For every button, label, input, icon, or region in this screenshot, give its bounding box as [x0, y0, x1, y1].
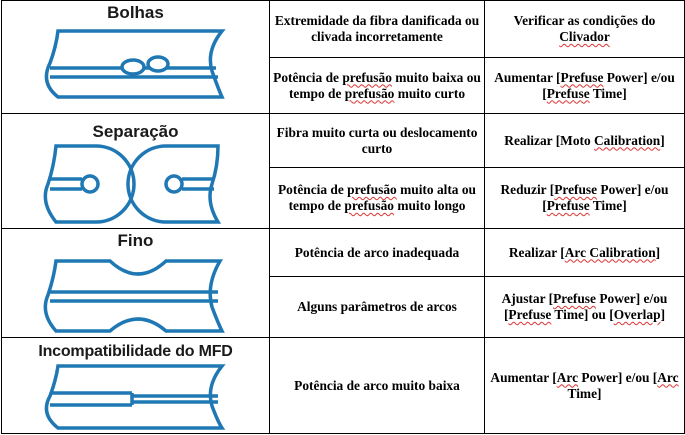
cause-text: Fibra muito curta ou deslocamento curto — [276, 124, 478, 156]
cause-cell — [270, 277, 485, 338]
solution-cell: Ajustar [Prefuse Power] e/ou [Prefuse Time] ou [Overlap] — [485, 277, 685, 338]
figure-title-bubbles: Bolhas — [107, 3, 164, 22]
cause-text: Extremidade da fibra danificada ou clivada incorretamente — [274, 13, 480, 44]
figure-cell-bubbles — [2, 1, 270, 114]
cause-cell — [270, 229, 485, 277]
cause-text: Potência de arco inadequada — [294, 244, 460, 260]
thin-fiber-icon — [36, 251, 236, 337]
spell-mark: Clivador — [559, 29, 610, 44]
bubbles-fiber-icon — [36, 23, 236, 103]
figure-cell-mfd — [2, 338, 270, 434]
solution-cell: Realizar [Arc Calibration] — [485, 229, 685, 277]
table-row — [2, 229, 685, 277]
table-row — [2, 114, 685, 168]
cause-cell — [270, 338, 485, 434]
solution-cell: Aumentar [Prefuse Power] e/ou [Prefuse Time] — [485, 58, 685, 114]
cause-text: Alguns parâmetros de arcos — [297, 299, 457, 315]
figure-cell-separation — [2, 114, 270, 229]
cause-cell — [270, 114, 485, 168]
solution-cell: Aumentar [Arc Power] e/ou [Arc Time] — [485, 338, 685, 434]
mfd-mismatch-fiber-icon — [36, 362, 236, 432]
separation-fiber-icon — [36, 142, 236, 228]
solution-cell: Reduzir [Prefuse Power] e/ou [Prefuse Time] — [485, 168, 685, 229]
table-row — [2, 1, 685, 58]
figure-title-mfd: Incompatibilidade do MFD — [38, 343, 233, 360]
cause-text: Potência de arco muito baixa — [294, 377, 460, 393]
table-row — [2, 338, 685, 434]
cause-cell: Potência de prefusão muito alta ou tempo de prefusão muito longo — [270, 168, 485, 229]
splice-defect-table — [1, 0, 685, 434]
figure-cell-thin — [2, 229, 270, 338]
cause-cell — [270, 1, 485, 58]
figure-title-separation: Separação — [92, 122, 179, 141]
cause-cell: Potência de prefusão muito baixa ou tempo de prefusão muito curto — [270, 58, 485, 114]
solution-cell: Realizar [Moto Calibration] — [485, 114, 685, 168]
solution-cell: Verificar as condições do Clivador — [485, 1, 685, 58]
figure-title-thin: Fino — [117, 231, 154, 250]
